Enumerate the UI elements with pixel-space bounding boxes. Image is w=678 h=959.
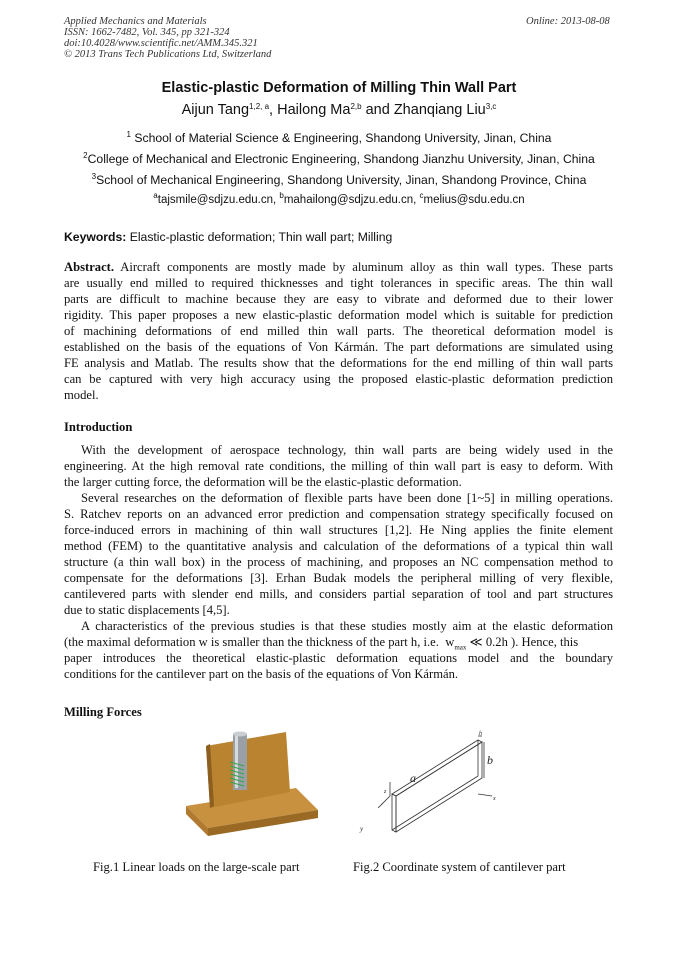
abstract-line: are usually end milled to required thicknesses and tight tolerances in specific areas. The thin wall: [64, 276, 613, 290]
affil-text: School of Mechanical Engineering, Shandong University, Jinan, Shandong Province, China: [96, 173, 587, 187]
y-axis: [378, 796, 390, 808]
label-b: b: [487, 753, 493, 767]
intro-line: force-induced errors in machining of thin wall structures [1,2]. He Ning applies the finite element: [64, 523, 613, 537]
affiliation: [0, 131, 678, 145]
doi-line: doi:10.4028/www.scientific.net/AMM.345.321: [64, 38, 258, 49]
section-heading-introduction: Introduction: [64, 420, 133, 434]
plate-front-face: [396, 742, 482, 832]
figure-1-caption: Fig.1 Linear loads on the large-scale part: [93, 860, 300, 874]
intro-line: structure (a thin wall box) in the process of machining, and proposes an NC compensation method to: [64, 555, 613, 569]
intro-line: the larger cutting force, the deformation will be the elastic-plastic deformation.: [64, 475, 462, 489]
affil-text: College of Mechanical and Electronic Engineering, Shandong Jianzhu University, Jinan, China: [87, 152, 595, 166]
intro-line: paper introduces the theoretical elastic-plastic deformation equations model and the boundary: [64, 651, 613, 665]
issn-line: ISSN: 1662-7482, Vol. 345, pp 321-324: [64, 27, 230, 38]
label-a: a: [410, 771, 416, 785]
journal-name: Applied Mechanics and Materials: [64, 16, 207, 27]
subscript: max: [454, 643, 467, 650]
keywords-text: Elastic-plastic deformation; Thin wall part; Milling: [126, 230, 393, 244]
email-mark: c: [419, 191, 424, 200]
abstract-line: established on the basis of the equations of Von Kármán. The part deformations are simulated using: [64, 340, 613, 354]
affil-mark: 3: [91, 172, 97, 181]
intro-line: Several researches on the deformation of flexible parts have been done [1~5] in milling operations.: [81, 491, 613, 505]
abstract-line: parts are difficult to machine because they are easy to vibrate and deformed due to their lower: [64, 292, 613, 306]
intro-line: S. Ratchev reports on an advanced error prediction and compensation strategy specifically focused on: [64, 507, 613, 521]
end-mill-top: [233, 732, 247, 737]
abstract-line: rigidity. This paper proposes a new elastic-plastic deformation model which is suitable for prediction: [64, 308, 613, 322]
figure-1-illustration: [178, 728, 328, 848]
affil-mark: 2: [83, 151, 88, 160]
intro-line: A characteristics of the previous studies is that these studies mostly aim at the elastic deformation: [81, 619, 613, 633]
paper-title: Elastic-plastic Deformation of Milling Thin Wall Part: [161, 80, 517, 96]
intro-line: cantilevered parts with slender end mills, and considers partial separation of tool and part structures: [64, 587, 613, 601]
figure-2-illustration: [350, 730, 510, 845]
abstract-line: can be captured with very high accuracy using the proposed elastic-plastic deformation prediction: [64, 372, 613, 386]
email: mahailong@sdjzu.edu.cn,: [283, 194, 420, 206]
email-mark: a: [153, 191, 158, 200]
affiliation: [0, 152, 678, 166]
author-name: Zhanqiang Liu: [393, 102, 486, 118]
plate-back-bottom: [392, 776, 478, 830]
abstract-line: Aircraft components are mostly made by aluminum alloy as thin wall types. These parts: [114, 260, 613, 274]
intro-line: engineering. At the high removal rate conditions, the milling of thin wall part is easy to deform. With: [64, 459, 613, 473]
author-name: Hailong Ma: [277, 102, 351, 118]
section-heading-milling-forces: Milling Forces: [64, 705, 142, 719]
abstract-line: FE analysis and Matlab. The results show that the deformations for the end milling of thin wall parts: [64, 356, 613, 370]
author-affil-mark: 3,c: [485, 102, 497, 111]
affiliation: [0, 173, 678, 187]
keywords-label: Keywords:: [64, 230, 127, 244]
plate-top-edge: [392, 740, 482, 796]
label-h: h: [479, 731, 482, 737]
author-list: [0, 102, 678, 118]
email-line: [0, 191, 678, 206]
affil-mark: 1: [126, 130, 131, 139]
label-y: y: [360, 825, 364, 833]
intro-text: ≪ 0.2h ). Hence, this: [466, 635, 579, 649]
keywords: [64, 230, 392, 244]
abstract: [64, 259, 613, 403]
plate-left-edge: [392, 794, 396, 832]
abstract-label: Abstract.: [64, 260, 115, 274]
introduction-body: [64, 442, 613, 682]
intro-line: compensate for the deformations [3]. Erhan Budak models the peripheral milling of very flexible,: [64, 571, 613, 585]
intro-line: method (FEM) to the quantitative analysis and calculation of the deformations of a typical thin wall: [64, 539, 613, 553]
online-date: Online: 2013-08-08: [526, 16, 610, 27]
copyright-line: © 2013 Trans Tech Publications Ltd, Switzerland: [64, 49, 272, 60]
intro-line: conditions for the cantilever part on the basis of the equations of Von Kármán.: [64, 667, 459, 681]
figure-2-caption: Fig.2 Coordinate system of cantilever part: [353, 860, 566, 874]
label-z: z: [384, 789, 387, 795]
author-separator: and: [361, 102, 394, 118]
intro-text: (the maximal deformation w is smaller than the thickness of the part h, i.e. w: [64, 635, 455, 649]
intro-line: With the development of aerospace technology, thin wall parts are being widely used in the: [81, 443, 613, 457]
x-axis: [478, 794, 492, 796]
author-separator: ,: [269, 102, 278, 118]
email-mark: b: [279, 191, 284, 200]
author-affil-mark: 1,2, a: [249, 102, 270, 111]
affil-text: School of Material Science & Engineering, Shandong University, Jinan, China: [130, 131, 552, 145]
author-affil-mark: 2,b: [350, 102, 362, 111]
abstract-line: model.: [64, 388, 99, 402]
author-name: Aijun Tang: [181, 102, 250, 118]
intro-line: due to static displacements [4,5].: [64, 603, 230, 617]
abstract-line: of machining deformations of end milled thin wall parts. The theoretical deformation model is: [64, 324, 613, 338]
email: tajsmile@sdjzu.edu.cn,: [157, 194, 280, 206]
intro-line: [64, 634, 613, 650]
email: melius@sdu.edu.cn: [423, 194, 525, 206]
label-x: x: [493, 796, 496, 802]
